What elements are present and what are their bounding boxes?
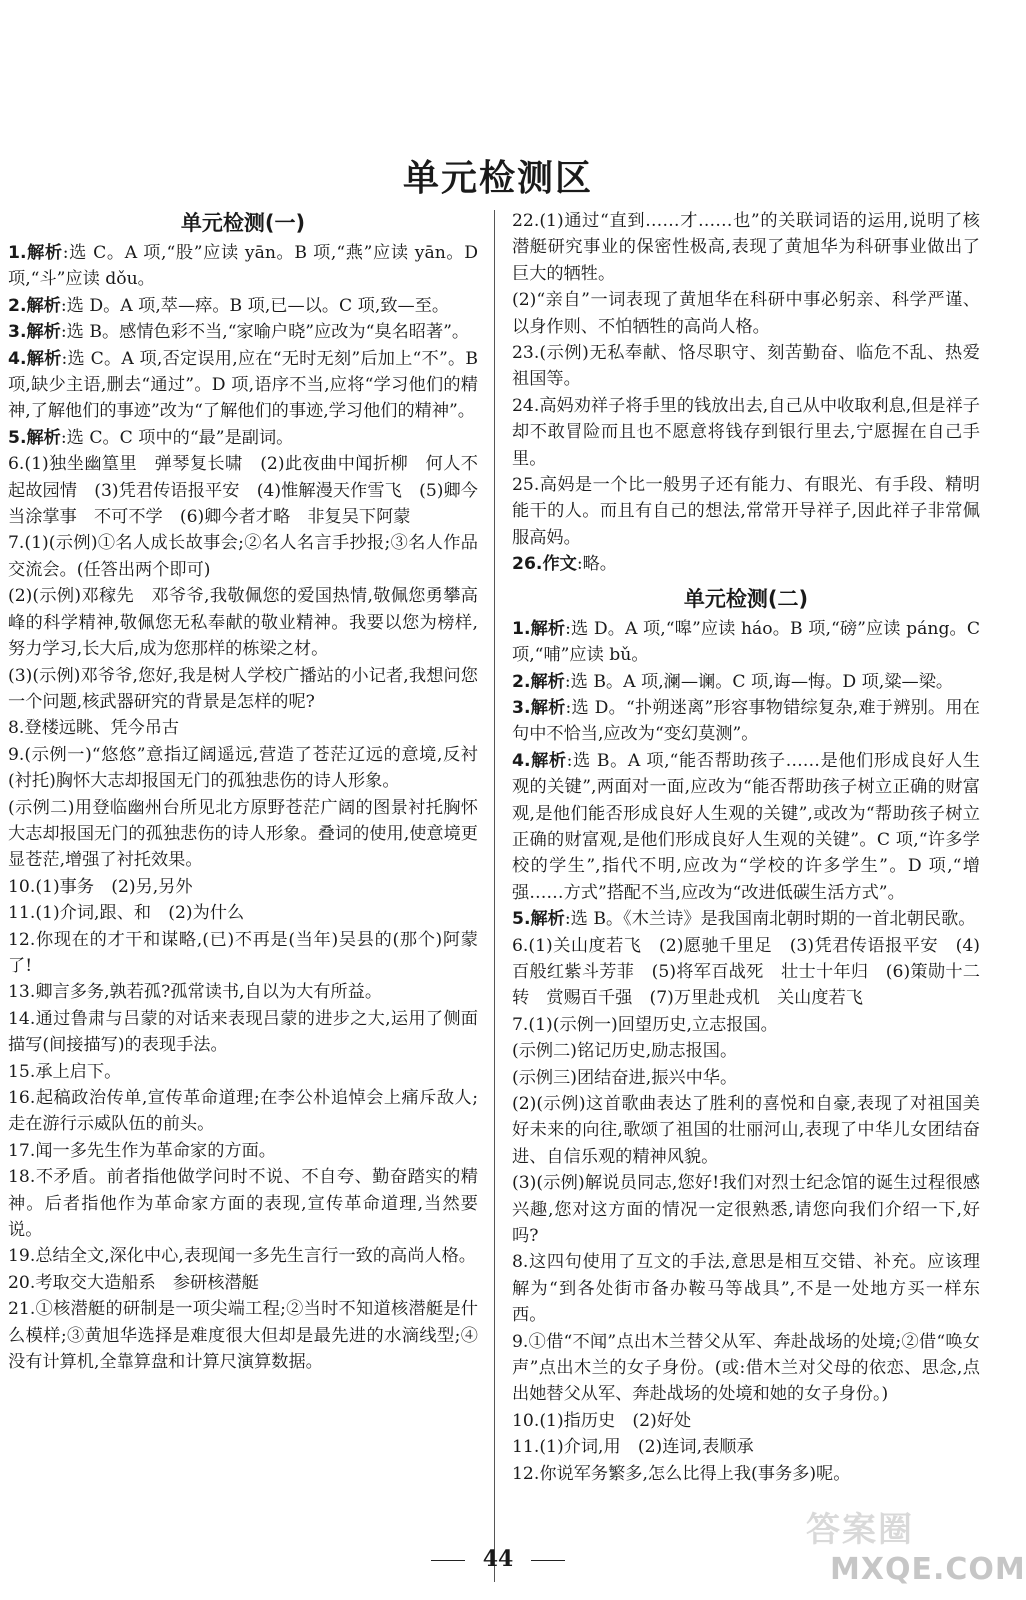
- answer-text: 12.你说军务繁多,怎么比得上我(事务多)呢。: [512, 1463, 851, 1484]
- answer-text: (2)“亲自”一词表现了黄旭华在科研中事必躬亲、科学严谨、以身作则、不怕牺牲的高尚人格。: [512, 290, 980, 337]
- answer-item: [512, 906, 980, 932]
- answer-item: [8, 1270, 478, 1296]
- answer-item: [8, 583, 478, 662]
- section-title-unit-1: 单元检测(一): [180, 211, 306, 235]
- answer-text: 20.考取交大造船系 参研核潜艇: [8, 1272, 259, 1293]
- answer-keyword: 3.解析: [512, 697, 566, 718]
- answer-item: [512, 1065, 980, 1091]
- answer-item: [8, 319, 478, 345]
- answer-text: 22.(1)通过“直到……才……也”的关联词语的运用,说明了核潜艇研究事业的保密性极高,表现了黄旭华为科研事业做出了巨大的牺牲。: [512, 211, 980, 284]
- answer-text: 10.(1)指历史 (2)好处: [512, 1410, 692, 1431]
- answer-keyword: 3.解析: [8, 322, 61, 343]
- answer-text: :选 B。感情色彩不当,“家喻户晓”应改为“臭名昭著”。: [60, 322, 470, 343]
- answer-item: [8, 742, 478, 795]
- answer-text: 12.你现在的才干和谋略,(已)不再是(当年)吴县的(那个)阿蒙了!: [8, 929, 478, 976]
- answer-text: :选 B。《木兰诗》是我国南北朝时期的一首北朝民歌。: [564, 909, 976, 930]
- answer-keyword: 1.解析: [512, 618, 566, 639]
- answer-text: :选 D。“扑朔迷离”形容事物错综复杂,难于辨别。用在句中不恰当,应改为“变幻莫测”。: [512, 697, 980, 745]
- watermark-text: 答案圈: [806, 1510, 914, 1550]
- answer-item: [8, 293, 478, 319]
- answer-item: [512, 748, 980, 906]
- answer-item: [512, 393, 980, 472]
- answer-text: (3)(示例)解说员同志,您好!我们对烈士纪念馆的诞生过程很感兴趣,您对这方面的情况一定很熟悉,请您向我们介绍一下,好吗?: [512, 1173, 980, 1247]
- answer-item: [8, 874, 478, 900]
- answer-item: [8, 425, 478, 451]
- answer-item: [512, 472, 980, 551]
- watermark-url: MXQE.COM: [830, 1552, 1026, 1587]
- answer-text: 21.①核潜艇的研制是一项尖端工程;②当时不知道核潜艇是什么模样;③黄旭华选择是难度很大但却是最先进的水滴线型;④没有计算机,全靠算盘和计算尺演算数据。: [8, 1299, 478, 1373]
- answer-item: [8, 900, 478, 926]
- answer-text: :选 C。A 项,否定误用,应在“无时无刻”后加上“不”。B 项,缺少主语,删去“通过”。D 项,语序不当,应将“学习他们的精神,了解他们的事迹”改为“了解他们的事迹,学习他们的精神”。: [8, 348, 478, 422]
- answer-text: 8.这四句使用了互文的手法,意思是相互交错、补充。应该理解为“到各处街市备办鞍马等战具”,不是一处地方买一样东西。: [512, 1252, 980, 1326]
- answer-text: 9.(示例一)“悠悠”意指辽阔遥远,营造了苍茫辽远的意境,反衬(衬托)胸怀大志却报国无门的孤独悲伤的诗人形象。: [8, 744, 478, 792]
- answer-item: [512, 695, 980, 748]
- answer-text: :选 C。C 项中的“最”是副词。: [60, 427, 294, 448]
- section-title-unit-2: 单元检测(二): [683, 586, 809, 611]
- answer-text: (示例二)用登临幽州台所见北方原野苍茫广阔的图景衬托胸怀大志却报国无门的孤独悲伤的诗人形象。叠词的使用,使意境更显苍茫,增强了衬托效果。: [8, 797, 478, 871]
- answer-item: [512, 208, 980, 287]
- answer-text: 14.通过鲁肃与吕蒙的对话来表现吕蒙的进步之大,运用了侧面描写(间接描写)的表现手法。: [8, 1008, 478, 1056]
- answer-text: 25.高妈是一个比一般男子还有能力、有眼光、有手段、精明能干的人。而且有自己的想法,常常开导祥子,因此祥子非常佩服高妈。: [512, 475, 980, 548]
- answer-item: [8, 346, 478, 425]
- answer-item: [8, 240, 478, 293]
- answer-item: [512, 933, 980, 1012]
- answer-item: [512, 669, 980, 695]
- answer-text: 11.(1)介词,跟、和 (2)为什么: [8, 903, 245, 924]
- answer-text: :选 D。A 项,萃—瘁。B 项,已—以。C 项,致—至。: [60, 295, 450, 316]
- answer-text: 11.(1)介词,用 (2)连词,表顺承: [512, 1437, 754, 1458]
- answer-text: 17.闻一多先生作为革命家的方面。: [8, 1140, 276, 1161]
- answer-text: 6.(1)独坐幽篁里 弹琴复长啸 (2)此夜曲中闻折柳 何人不起故园情 (3)凭君传语报平安 (4)惟解漫天作雪飞 (5)卿今当涂掌事 不可不学 (6)卿今者才略 非复吴下阿蒙: [8, 454, 478, 528]
- answer-item: [512, 1038, 980, 1064]
- answer-text: 18.不矛盾。前者指他做学问时不说、不自夸、勤奋踏实的精神。后者指他作为革命家方面的表现,宣传革命道理,当然要说。: [8, 1167, 478, 1241]
- answer-text: 7.(1)(示例)①名人成长故事会;②名人名言手抄报;③名人作品交流会。(任答出两个即可): [8, 533, 478, 580]
- footer-dash-right: [531, 1560, 565, 1561]
- answer-item: [8, 451, 478, 530]
- answer-item: [8, 1243, 478, 1269]
- footer-dash-left: [431, 1560, 465, 1561]
- answer-item: [8, 663, 478, 716]
- answer-text: 6.(1)关山度若飞 (2)愿驰千里足 (3)凭君传语报平安 (4)百般红紫斗芳菲 (5)将军百战死 壮士十年归 (6)策勋十二转 赏赐百千强 (7)万里赴戎机 关山度若飞: [512, 935, 980, 1009]
- answer-item: [512, 616, 980, 669]
- answer-item: [512, 1408, 980, 1434]
- answer-item: [512, 287, 980, 340]
- answer-keyword: 5.解析: [512, 909, 565, 930]
- page-number: 44: [482, 1546, 514, 1572]
- answer-item: [512, 1461, 980, 1487]
- answer-item: [8, 979, 478, 1005]
- answer-text: 8.登楼远眺、凭今吊古: [8, 718, 180, 739]
- column-divider: [494, 210, 495, 1582]
- answer-item: [512, 1329, 980, 1408]
- answer-text: :略。: [576, 554, 617, 575]
- answer-item: [8, 530, 478, 583]
- answer-item: [512, 340, 980, 393]
- answer-keyword: 4.解析: [8, 348, 62, 369]
- answer-text: :选 B。A 项,澜—谰。C 项,诲—悔。D 项,粱—梁。: [564, 671, 954, 692]
- answer-item: [8, 1006, 478, 1059]
- answer-item: [512, 1434, 980, 1460]
- answer-text: 9.①借“不闻”点出木兰替父从军、奔赴战场的处境;②借“唤女声”点出木兰的女子身份。(或:借木兰对父母的依恋、思念,点出她替父从军、奔赴战场的处境和她的女子身份。): [512, 1331, 980, 1405]
- answer-item: [8, 1085, 478, 1138]
- answer-item: [512, 1012, 980, 1038]
- answer-text: 19.总结全文,深化中心,表现闻一多先生言行一致的高尚人格。: [8, 1246, 476, 1267]
- answer-text: 15.承上启下。: [8, 1061, 122, 1082]
- answer-keyword: 26.作文: [512, 554, 577, 575]
- answer-item: [8, 1164, 478, 1243]
- answer-text: 13.卿言多务,孰若孤?孤常读书,自以为大有所益。: [8, 982, 383, 1003]
- answer-list-unit-1: [8, 240, 478, 1375]
- answer-keyword: 2.解析: [512, 671, 565, 692]
- answer-text: 10.(1)事务 (2)另,另外: [8, 876, 193, 897]
- answer-text: :选 C。A 项,“股”应读 yān。B 项,“燕”应读 yān。D 项,“斗”应读 dǒu。: [8, 243, 478, 290]
- answer-text: 24.高妈劝祥子将手里的钱放出去,自己从中收取利息,但是祥子却不敢冒险而且也不愿意将钱存到银行里去,宁愿握在自己手里。: [512, 395, 980, 469]
- answer-keyword: 5.解析: [8, 427, 61, 448]
- right-column: [512, 208, 980, 1487]
- watermark-logo: [800, 1500, 1026, 1596]
- answer-text: (2)(示例)这首歌曲表达了胜利的喜悦和自豪,表现了对祖国美好未来的向往,歌颂了祖国的壮丽河山,表现了中华儿女团结奋进、自信乐观的精神风貌。: [512, 1094, 980, 1167]
- answer-item: [8, 1296, 478, 1375]
- answer-item: [512, 1249, 980, 1328]
- page-title: 单元检测区: [402, 158, 593, 199]
- left-column: [8, 208, 478, 1375]
- answer-list-unit-2: [512, 616, 980, 1487]
- answer-item: [8, 795, 478, 874]
- answer-text: 23.(示例)无私奉献、恪尽职守、刻苦勤奋、临危不乱、热爱祖国等。: [512, 343, 980, 390]
- answer-text: (3)(示例)邓爷爷,您好,我是树人学校广播站的小记者,我想问您一个问题,核武器研究的背景是怎样的呢?: [8, 665, 478, 712]
- answer-text: :选 D。A 项,“嗥”应读 háo。B 项,“磅”应读 páng。C 项,“哺”应读 bǔ。: [512, 618, 980, 666]
- answer-keyword: 4.解析: [512, 750, 567, 771]
- answer-keyword: 2.解析: [8, 295, 61, 316]
- answer-item: [8, 1138, 478, 1164]
- answer-item: [512, 1170, 980, 1249]
- answer-item: [8, 1059, 478, 1085]
- answer-text: :选 B。A 项,“能否帮助孩子……是他们形成良好人生观的关键”,两面对一面,应改为“能否帮助孩子树立正确的财富观,是他们能否形成良好人生观的关键”,或改为“帮助孩子树立正确的财富观,是他们形成良好人生观的关键”。C 项,“许多学校的学生”,指代不明,应改为“学校的许多学生”。D 项,“增强……方式”搭配不当,应改为“改进低碳生活方式”。: [512, 750, 980, 903]
- answer-item: [8, 715, 478, 741]
- answer-text: (示例二)铭记历史,励志报国。: [512, 1041, 738, 1062]
- answer-item: [8, 927, 478, 980]
- answer-text: (示例三)团结奋进,振兴中华。: [512, 1067, 738, 1088]
- answer-text: (2)(示例)邓稼先 邓爷爷,我敬佩您的爱国热情,敬佩您勇攀高峰的科学精神,敬佩您无私奉献的敬业精神。我要以您为榜样,努力学习,长大后,成为您那样的栋梁之材。: [8, 586, 478, 660]
- answer-keyword: 1.解析: [8, 243, 63, 263]
- answer-text: 7.(1)(示例一)回望历史,立志报国。: [512, 1014, 778, 1035]
- answer-list-unit-1-continued: [512, 208, 980, 578]
- answer-text: 16.起稿政治传单,宣传革命道理;在李公朴追悼会上痛斥敌人;走在游行示威队伍的前头。: [8, 1088, 478, 1135]
- answer-item: [512, 1091, 980, 1170]
- answer-item: [512, 551, 980, 577]
